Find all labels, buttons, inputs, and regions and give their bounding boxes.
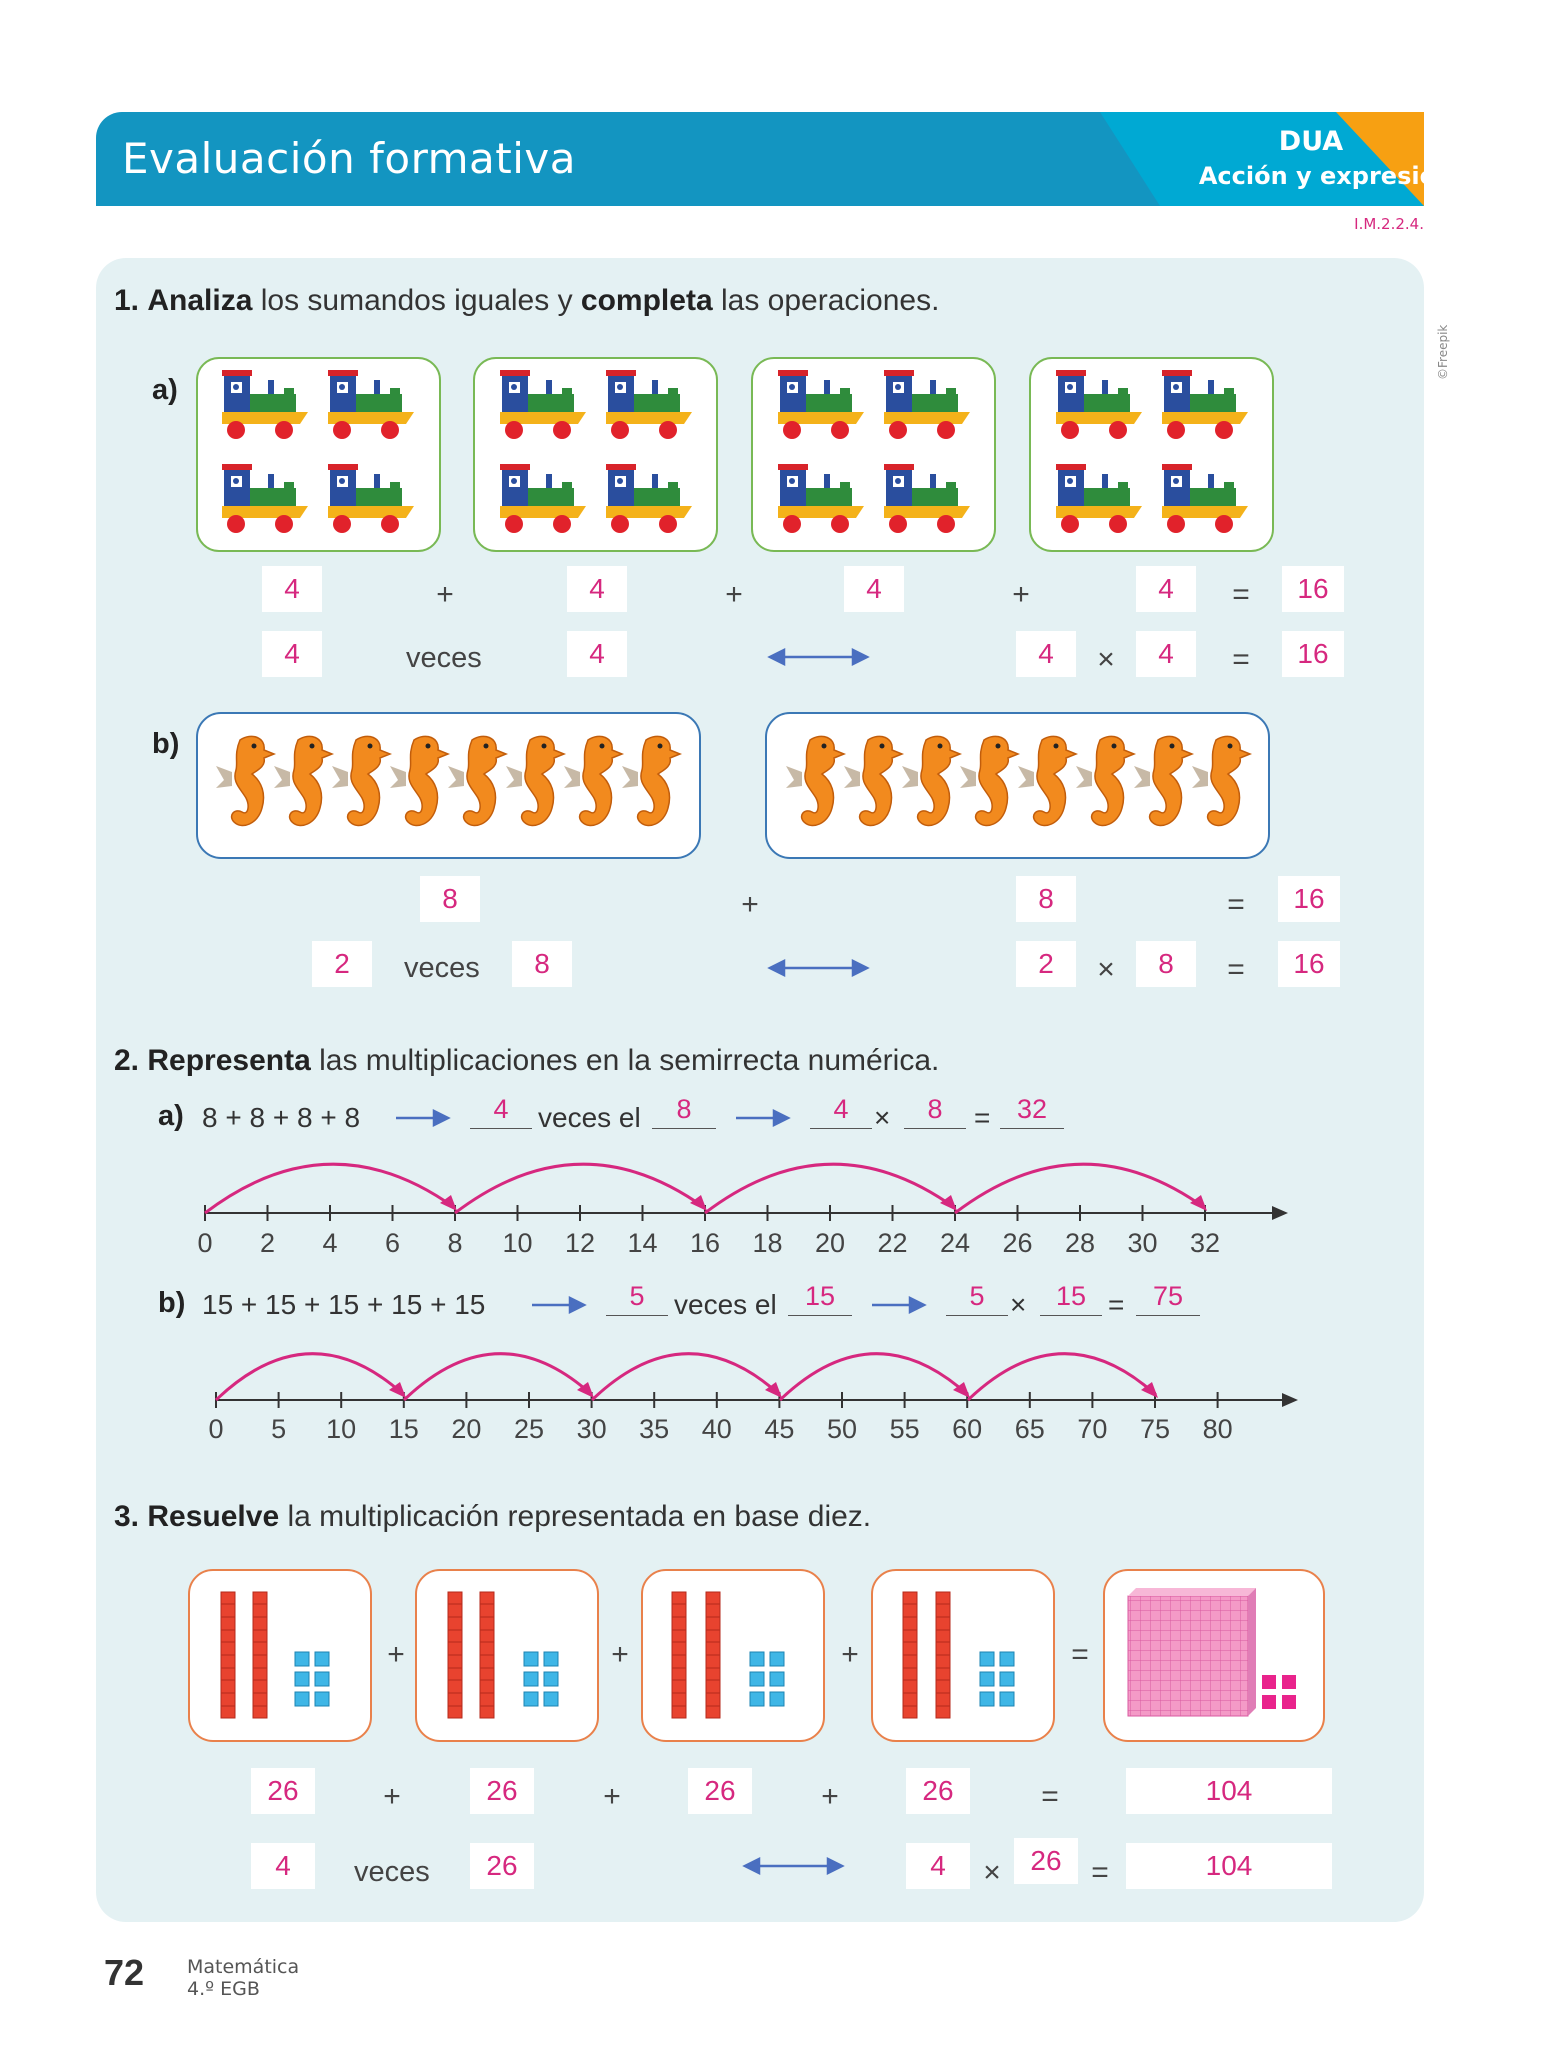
tick-label: 15 <box>388 1414 419 1444</box>
blank-answer[interactable]: 32 <box>1000 1094 1064 1129</box>
footer-subject <box>187 1956 299 2000</box>
equals-sign: = <box>974 1102 991 1133</box>
part-a-label: a) <box>152 374 178 406</box>
answer-box[interactable]: 26 <box>1014 1838 1078 1884</box>
blank-answer[interactable]: 15 <box>788 1281 852 1316</box>
veces-word: veces <box>404 952 480 984</box>
answer-box[interactable]: 4 <box>567 566 627 612</box>
arrow-right-icon <box>532 1298 584 1312</box>
grade-label: 4.º EGB <box>187 1978 260 2000</box>
plus-sign: + <box>725 578 743 611</box>
answer-box[interactable]: 4 <box>567 631 627 677</box>
tick-label: 0 <box>197 1228 213 1258</box>
double-arrow-icon <box>770 650 867 664</box>
arrow-right-icon <box>736 1111 788 1125</box>
indicator-code: I.M.2.2.4. <box>1354 215 1424 233</box>
plus-sign: + <box>821 1780 839 1813</box>
question-number: 3. <box>114 1500 140 1533</box>
prompt-text: las operaciones. <box>712 284 940 317</box>
tick-label: 30 <box>576 1414 607 1444</box>
plus-sign: + <box>436 578 454 611</box>
prompt-text: los sumandos iguales y <box>252 284 581 317</box>
plus-sign: + <box>383 1780 401 1813</box>
base-ten-group-3 <box>642 1570 824 1741</box>
tick-label: 40 <box>701 1414 732 1444</box>
tick-label: 75 <box>1139 1414 1171 1444</box>
answer-box[interactable]: 26 <box>470 1843 534 1889</box>
question-number: 2. <box>114 1044 140 1077</box>
number-line-a <box>205 1164 1288 1221</box>
tick-label: 45 <box>764 1414 795 1444</box>
plus-sign: + <box>841 1638 859 1671</box>
blank-answer[interactable]: 5 <box>946 1281 1008 1316</box>
equals-sign: = <box>1232 578 1250 611</box>
plus-sign: + <box>1012 578 1030 611</box>
answer-box[interactable]: 104 <box>1126 1843 1332 1889</box>
prompt-verb: Representa <box>147 1044 311 1077</box>
answer-box[interactable]: 4 <box>1016 631 1076 677</box>
tick-label: 20 <box>451 1414 482 1444</box>
answer-box[interactable]: 4 <box>1136 566 1196 612</box>
tick-label: 28 <box>1064 1228 1096 1258</box>
tick-label: 16 <box>689 1228 721 1258</box>
base-ten-group-1 <box>189 1570 371 1741</box>
tick-label: 8 <box>447 1228 463 1258</box>
prompt-verb: Resuelve <box>147 1500 280 1533</box>
tick-label: 2 <box>259 1228 276 1258</box>
train-group-3 <box>752 358 995 551</box>
answer-box[interactable]: 2 <box>1016 941 1076 987</box>
tick-label: 10 <box>502 1228 533 1258</box>
blank-answer[interactable]: 4 <box>810 1094 872 1129</box>
answer-box[interactable]: 4 <box>906 1843 970 1889</box>
tick-label: 70 <box>1077 1414 1108 1444</box>
veces-el-word: veces el <box>538 1102 641 1133</box>
answer-box[interactable]: 16 <box>1282 566 1344 612</box>
blank-answer[interactable]: 75 <box>1136 1281 1200 1316</box>
equals-sign: = <box>1108 1289 1125 1320</box>
times-sign: × <box>874 1102 891 1133</box>
tick-label: 12 <box>564 1228 596 1258</box>
answer-box[interactable]: 8 <box>1136 941 1196 987</box>
tick-label: 30 <box>1127 1228 1158 1258</box>
page-title: Evaluación formativa <box>122 134 576 183</box>
answer-box[interactable]: 16 <box>1278 876 1340 922</box>
arrow-right-icon <box>396 1111 448 1125</box>
double-arrow-icon <box>770 961 867 975</box>
tick-label: 26 <box>1002 1228 1033 1258</box>
answer-box[interactable]: 8 <box>512 941 572 987</box>
train-group-2 <box>474 358 717 551</box>
answer-box[interactable]: 8 <box>420 876 480 922</box>
tick-label: 0 <box>208 1414 224 1444</box>
base-ten-result-group <box>1104 1570 1324 1741</box>
tick-label: 35 <box>639 1414 670 1444</box>
veces-el-word: veces el <box>674 1289 777 1320</box>
answer-box[interactable]: 2 <box>312 941 372 987</box>
answer-box[interactable]: 26 <box>470 1768 534 1814</box>
tick-label: 6 <box>384 1228 401 1258</box>
answer-box[interactable]: 26 <box>251 1768 315 1814</box>
answer-box[interactable]: 4 <box>1136 631 1196 677</box>
tick-label: 65 <box>1014 1414 1045 1444</box>
equals-sign: = <box>1071 1638 1089 1671</box>
answer-box[interactable]: 4 <box>251 1843 315 1889</box>
equals-sign: = <box>1232 643 1250 676</box>
blank-answer[interactable]: 15 <box>1040 1281 1102 1316</box>
train-group-4 <box>1030 358 1273 551</box>
part-a-label: a) <box>158 1100 184 1132</box>
tick-label: 14 <box>627 1228 658 1258</box>
times-sign: × <box>1097 643 1115 676</box>
prompt-text: la multiplicación representada en base diez. <box>279 1500 872 1533</box>
equals-sign: = <box>1227 953 1245 986</box>
sum-expression: 15 + 15 + 15 + 15 + 15 <box>202 1289 486 1320</box>
blank-answer[interactable]: 8 <box>652 1094 716 1129</box>
tick-label: 22 <box>877 1228 908 1258</box>
dua-subtitle: Acción y expresión <box>1198 162 1454 190</box>
blank-answer[interactable]: 5 <box>606 1281 668 1316</box>
arrow-right-icon <box>872 1298 924 1312</box>
part-b-label: b) <box>152 728 180 760</box>
tick-label: 55 <box>889 1414 920 1444</box>
tick-label: 25 <box>513 1414 545 1444</box>
number-line-b <box>216 1354 1298 1408</box>
seahorse-group-2 <box>766 713 1269 858</box>
answer-box[interactable]: 4 <box>262 566 322 612</box>
tick-label: 18 <box>752 1228 783 1258</box>
answer-box[interactable]: 26 <box>688 1768 752 1814</box>
plus-sign: + <box>387 1638 405 1671</box>
prompt-verb: completa <box>580 284 713 317</box>
prompt-text: las multiplicaciones en la semirrecta numérica. <box>310 1044 940 1077</box>
answer-box[interactable]: 16 <box>1282 631 1344 677</box>
answer-box[interactable]: 8 <box>1016 876 1076 922</box>
question-number: 1. <box>114 284 140 317</box>
base-ten-group-2 <box>416 1570 598 1741</box>
tick-label: 50 <box>826 1414 858 1444</box>
tick-label: 5 <box>271 1414 287 1444</box>
tick-label: 32 <box>1189 1228 1221 1258</box>
tick-label: 80 <box>1202 1414 1233 1444</box>
answer-box[interactable]: 4 <box>262 631 322 677</box>
equals-sign: = <box>1091 1856 1109 1889</box>
question-3-prompt <box>114 1500 871 1534</box>
blank-answer[interactable]: 4 <box>470 1094 532 1129</box>
tick-label: 20 <box>814 1228 846 1258</box>
plus-sign: + <box>741 888 759 921</box>
tick-label: 4 <box>322 1228 338 1258</box>
veces-word: veces <box>406 642 482 674</box>
veces-word: veces <box>354 1856 430 1888</box>
times-sign: × <box>1010 1289 1027 1320</box>
plus-sign: + <box>603 1780 621 1813</box>
subject-name: Matemática <box>187 1956 300 1978</box>
question-2-prompt <box>114 1044 939 1078</box>
equals-sign: = <box>1227 888 1245 921</box>
answer-box[interactable]: 16 <box>1278 941 1340 987</box>
answer-box[interactable]: 26 <box>906 1768 970 1814</box>
part-b-label: b) <box>158 1287 186 1319</box>
base-ten-group-4 <box>872 1570 1054 1741</box>
page-number: 72 <box>104 1952 145 1993</box>
tick-label: 60 <box>952 1414 983 1444</box>
plus-sign: + <box>611 1638 629 1671</box>
answer-box[interactable]: 104 <box>1126 1768 1332 1814</box>
blank-answer[interactable]: 8 <box>904 1094 966 1129</box>
sum-expression: 8 + 8 + 8 + 8 <box>202 1102 361 1133</box>
answer-box[interactable]: 4 <box>844 566 904 612</box>
dua-title: DUA <box>1278 126 1344 157</box>
prompt-verb: Analiza <box>147 284 253 317</box>
seahorse-group-1 <box>197 713 700 858</box>
tick-label: 10 <box>326 1414 357 1444</box>
times-sign: × <box>1097 953 1115 986</box>
image-credit: ©Freepik <box>1436 324 1450 380</box>
equals-sign: = <box>1041 1780 1059 1813</box>
double-arrow-icon <box>745 1859 842 1873</box>
times-sign: × <box>983 1856 1001 1889</box>
train-group-1 <box>197 358 440 551</box>
tick-label: 24 <box>939 1228 971 1258</box>
